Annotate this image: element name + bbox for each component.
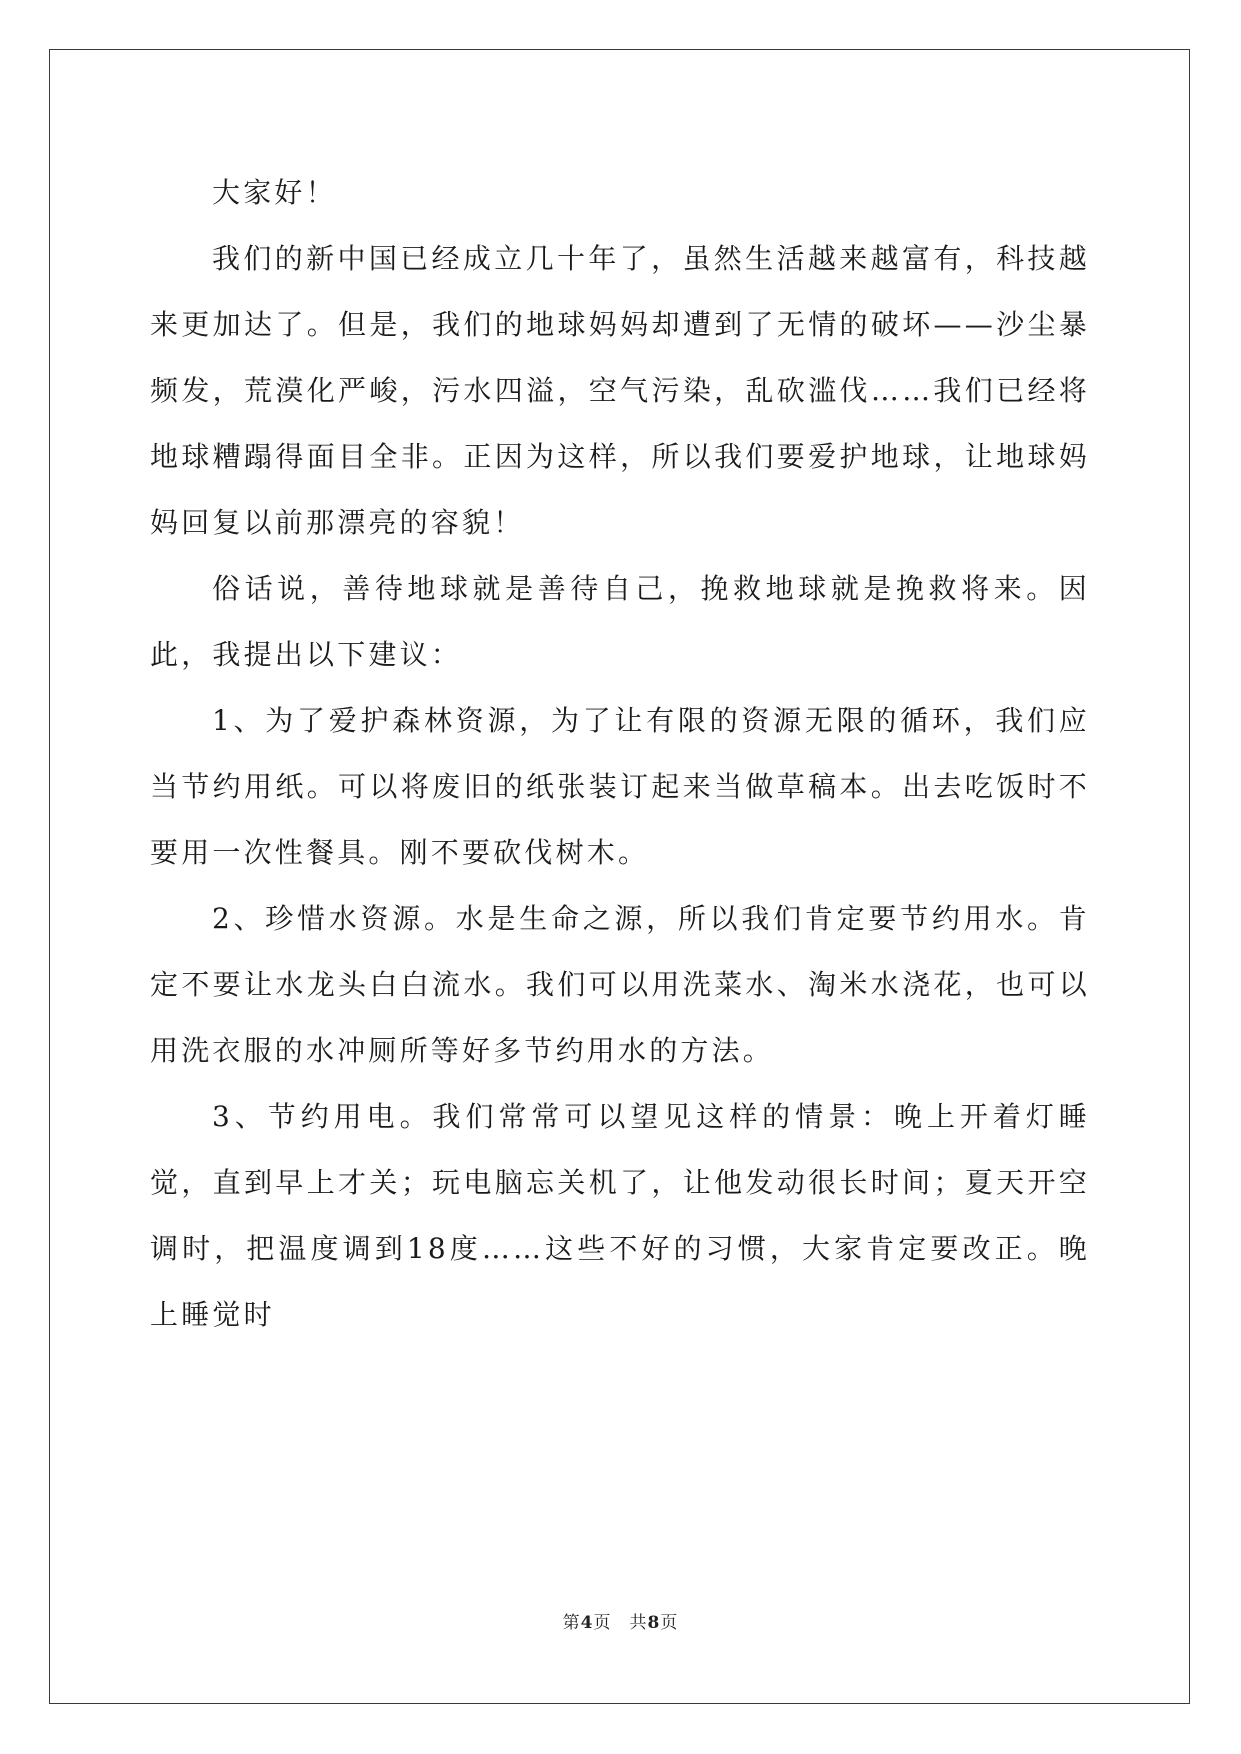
page-footer (0, 1608, 1241, 1633)
paragraph-suggestion-2: 2、珍惜水资源。水是生命之源，所以我们肯定要节约用水。肯定不要让水龙头白白流水。我们可以用洗菜水、淘米水浇花，也可以用洗衣服的水冲厕所等好多节约用水的方法。 (150, 902, 1090, 1067)
total-prefix: 共 (629, 1613, 648, 1633)
paragraph-intro: 我们的新中国已经成立几十年了，虽然生活越来越富有，科技越来更加达了。但是，我们的地球妈妈却遭到了无情的破坏——沙尘暴频发，荒漠化严峻，污水四溢，空气污染，乱砍滥伐……我们已经将地球糟蹋得面目全非。正因为这样，所以我们要爱护地球，让地球妈妈回复以前那漂亮的容貌！ (150, 242, 1090, 539)
total-suffix: 页 (660, 1613, 679, 1633)
paragraph-proposal: 俗话说，善待地球就是善待自己，挽救地球就是挽救将来。因此，我提出以下建议： (150, 572, 1090, 671)
paragraph-suggestion-3: 3、节约用电。我们常常可以望见这样的情景：晚上开着灯睡觉，直到早上才关；玩电脑忘关机了，让他发动很长时间；夏天开空调时，把温度调到18度……这些不好的习惯，大家肯定要改正。晚上睡觉时 (150, 1100, 1090, 1331)
page-suffix: 页 (593, 1613, 612, 1633)
page-current: 4 (580, 1613, 594, 1633)
page-prefix: 第 (562, 1613, 581, 1633)
paragraph-suggestion-1: 1、为了爱护森林资源，为了让有限的资源无限的循环，我们应当节约用纸。可以将废旧的纸张装订起来当做草稿本。出去吃饭时不要用一次性餐具。刚不要砍伐树木。 (150, 704, 1090, 869)
document-body (150, 160, 1090, 1348)
page-total: 8 (647, 1613, 661, 1633)
paragraph-greeting: 大家好！ (212, 176, 337, 209)
